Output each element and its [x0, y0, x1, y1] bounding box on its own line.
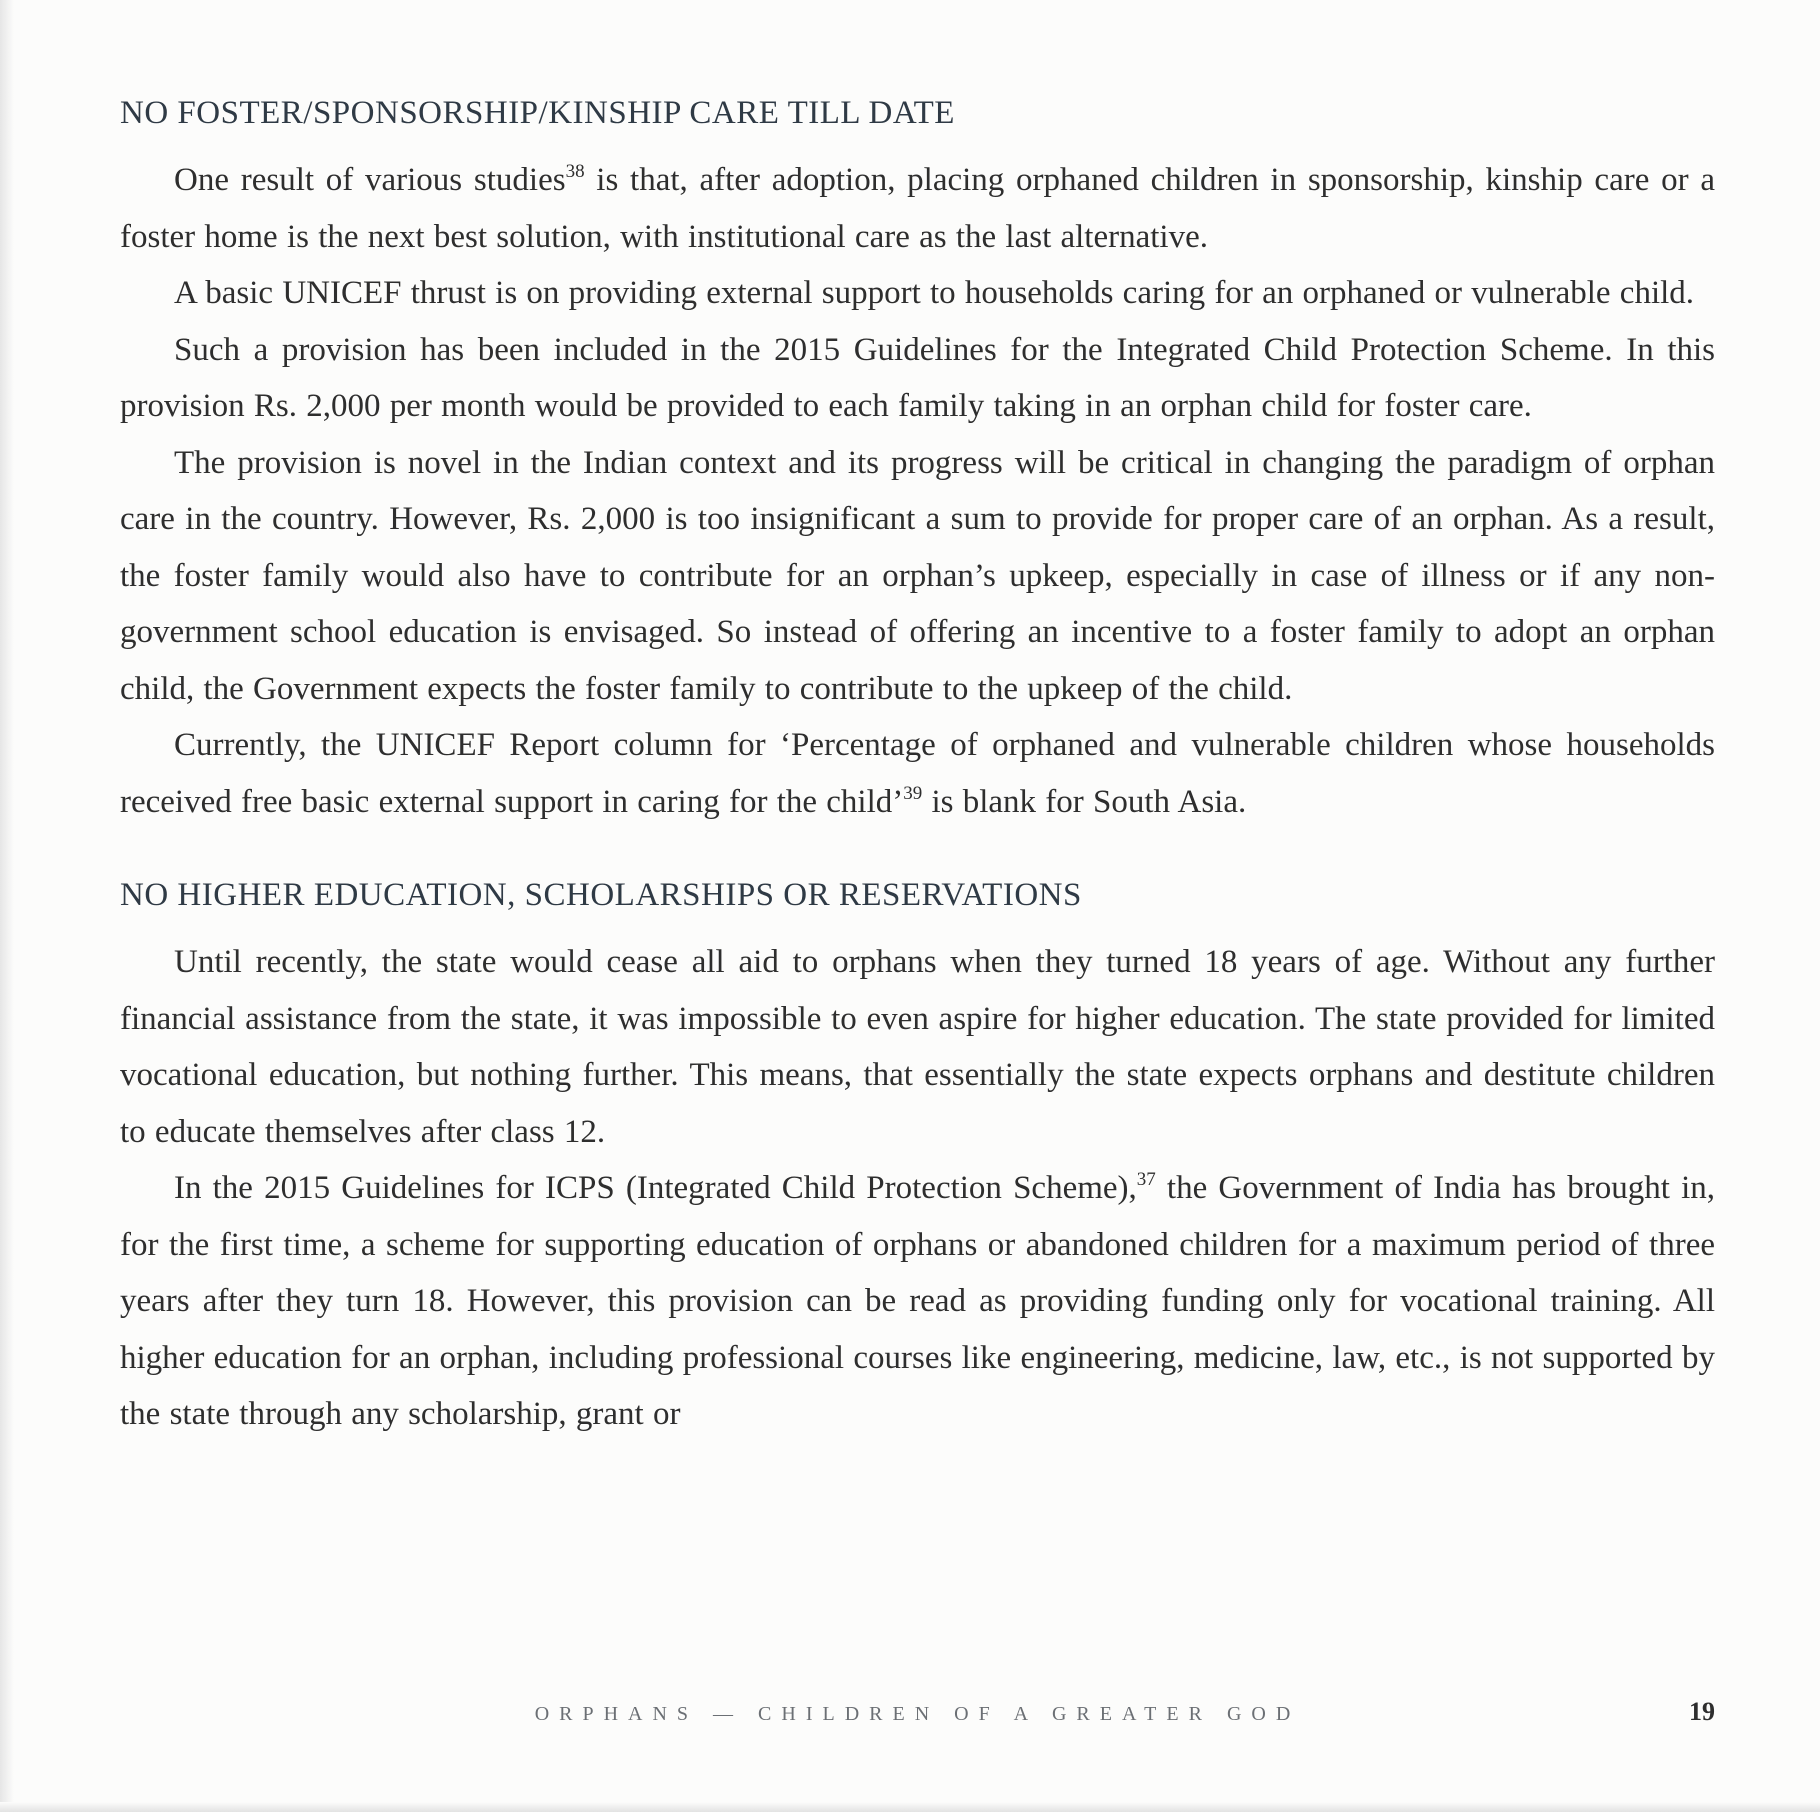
paragraph: One result of various studies$^{38}$ is that, after adoption, placing orphaned children in sponsorship, kinship care or a foster home is the next best solution, with institutional care as the last alternative. — [120, 161, 1715, 255]
section-heading: NO HIGHER EDUCATION, SCHOLARSHIPS OR RESERVATIONS — [120, 877, 1082, 913]
paragraph: In the 2015 Guidelines for ICPS (Integrated Child Protection Scheme),$^{37}$ the Government of India has brought in, for the first time, a scheme for supporting education of orphans or abandoned children for a maximum period of three years after they turn 18. However, this provision can be read as providing funding only for vocational training. All higher education for an orphan, including professional courses like engineering, medicine, law, etc., is not supported by the state through any scholarship, grant or — [120, 1169, 1715, 1432]
section-foster-care — [120, 92, 1715, 830]
page-footer — [120, 1697, 1715, 1733]
paragraph: Such a provision has been included in the 2015 Guidelines for the Integrated Child Protection Scheme. In this provision Rs. 2,000 per month would be provided to each family taking in an orphan child for foster care. — [120, 331, 1715, 424]
page-number: 19 — [1689, 1697, 1715, 1726]
paragraph: The provision is novel in the Indian context and its progress will be critical in changing the paradigm of orphan care in the country. However, Rs. 2,000 is too insignificant a sum to provide for proper care of an orphan. As a result, the foster family would also have to contribute for an orphan’s upkeep, especially in case of illness or if any non-government school education is envisaged. So instead of offering an incentive to a foster family to adopt an orphan child, the Government expects the foster family to contribute to the upkeep of the child. — [120, 444, 1715, 707]
text-column — [120, 92, 1715, 1443]
paragraph: Until recently, the state would cease all aid to orphans when they turned 18 years of age. Without any further financial assistance from the state, it was impossible to even aspire for higher education. The state provided for limited vocational education, but nothing further. This means, that essentially the state expects orphans and destitute children to educate themselves after class 12. — [120, 944, 1715, 1150]
section-higher-education — [120, 874, 1715, 1443]
footnote-ref: 37 — [1136, 1169, 1156, 1190]
paragraph: Currently, the UNICEF Report column for ‘Percentage of orphaned and vulnerable children whose households received free basic external support in caring for the child’$^{39}$ is blank for South Asia. — [120, 727, 1715, 820]
running-title: ORPHANS — CHILDREN OF A GREATER GOD — [534, 1703, 1301, 1725]
footnote-ref: 38 — [565, 161, 585, 182]
page-edge-shadow-left — [0, 0, 14, 1812]
page-edge-shadow-bottom — [0, 1802, 1820, 1812]
section-heading: NO FOSTER/SPONSORSHIP/KINSHIP CARE TILL DATE — [120, 95, 955, 131]
paragraph: A basic UNICEF thrust is on providing external support to households caring for an orphaned or vulnerable child. — [174, 275, 1695, 311]
footnote-ref: 39 — [903, 782, 923, 804]
